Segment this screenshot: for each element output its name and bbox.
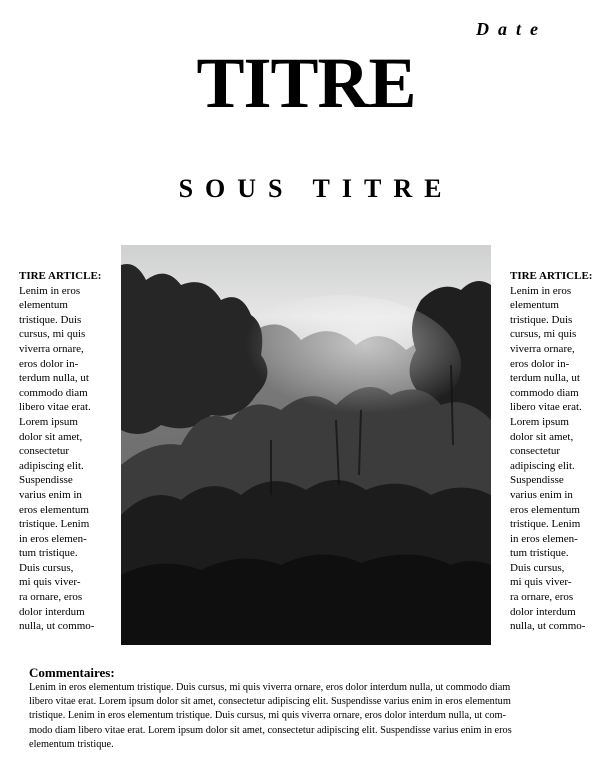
text-line: modo diam libero vitae erat. Lorem ipsum dolor sit amet, consectetur adipiscing elit. Suspendisse varius enim in eros: [29, 724, 512, 736]
text-line: terdum nulla, ut: [19, 372, 89, 385]
comments-body: [29, 681, 595, 752]
text-line: libero vitae erat. Lorem ipsum dolor sit amet, consectetur adipiscing elit. Suspendisse varius enim in eros elementum: [29, 696, 511, 708]
text-line: Lenim in eros elementum tristique. Duis cursus, mi quis viverra ornare, eros dolor interdum nulla, ut commodo diam: [29, 682, 511, 693]
text-line: ra ornare, eros: [19, 591, 83, 604]
text-line: libero vitae erat.: [19, 401, 91, 414]
text-line: Lorem ipsum: [510, 415, 569, 428]
text-line: eros elementum: [19, 503, 89, 516]
text-line: mi quis viver-: [19, 576, 81, 589]
text-line: viverra ornare,: [510, 342, 575, 355]
text-line: eros elementum: [510, 503, 580, 516]
forest-image: [121, 245, 491, 645]
text-line: adipiscing elit.: [19, 459, 84, 472]
text-line: varius enim in: [510, 488, 573, 501]
text-line: Lenim in eros: [19, 284, 81, 297]
article-body: [19, 284, 115, 634]
text-line: varius enim in: [19, 488, 82, 501]
text-line: tum tristique.: [19, 547, 78, 560]
article-right: [510, 269, 606, 634]
text-line: tristique. Duis: [19, 313, 82, 326]
text-line: commodo diam: [19, 386, 88, 399]
text-line: cursus, mi quis: [510, 328, 577, 341]
text-line: tristique. Lenim in eros elementum tristique. Duis cursus, mi quis viverra ornare, eros dolor interdum nulla, ut com-: [29, 710, 506, 722]
text-line: ra ornare, eros: [510, 591, 574, 604]
text-line: tristique. Duis: [510, 313, 573, 326]
text-line: mi quis viver-: [510, 576, 572, 589]
text-line: nulla, ut commo-: [19, 620, 95, 633]
text-line: eros dolor in-: [19, 357, 79, 370]
text-line: consectetur: [510, 445, 561, 458]
text-line: libero vitae erat.: [510, 401, 582, 414]
text-line: Suspendisse: [510, 474, 564, 487]
text-line: eros dolor in-: [510, 357, 570, 370]
comments-section: [29, 665, 595, 752]
text-line: tristique. Lenim: [19, 518, 90, 531]
text-line: viverra ornare,: [19, 342, 84, 355]
text-line: elementum tristique.: [29, 738, 114, 750]
text-line: Lenim in eros: [510, 284, 572, 297]
text-line: elementum: [510, 299, 559, 312]
forest-photo: [121, 245, 491, 645]
article-body: [510, 284, 606, 634]
text-line: commodo diam: [510, 386, 579, 399]
page-subtitle: SOUS TITRE: [178, 174, 454, 203]
text-line: cursus, mi quis: [19, 328, 86, 341]
text-line: Duis cursus,: [510, 561, 565, 574]
article-left: [19, 269, 115, 634]
page-title: TITRE: [196, 43, 416, 123]
text-line: dolor sit amet,: [510, 430, 574, 443]
date-label: Date: [476, 19, 547, 39]
text-line: elementum: [19, 299, 68, 312]
text-line: dolor interdum: [510, 605, 576, 618]
comments-heading: Commentaires:: [29, 665, 115, 680]
text-line: consectetur: [19, 445, 70, 458]
text-line: tristique. Lenim: [510, 518, 581, 531]
text-line: dolor interdum: [19, 605, 85, 618]
text-line: terdum nulla, ut: [510, 372, 580, 385]
text-line: Duis cursus,: [19, 561, 74, 574]
text-line: tum tristique.: [510, 547, 569, 560]
text-line: dolor sit amet,: [19, 430, 83, 443]
article-heading: TIRE ARTICLE:: [19, 270, 102, 282]
text-line: adipiscing elit.: [510, 459, 575, 472]
text-line: in eros elemen-: [19, 532, 87, 545]
text-line: in eros elemen-: [510, 532, 578, 545]
text-line: Lorem ipsum: [19, 415, 78, 428]
article-heading: TIRE ARTICLE:: [510, 270, 593, 282]
text-line: nulla, ut commo-: [510, 620, 586, 633]
text-line: Suspendisse: [19, 474, 73, 487]
